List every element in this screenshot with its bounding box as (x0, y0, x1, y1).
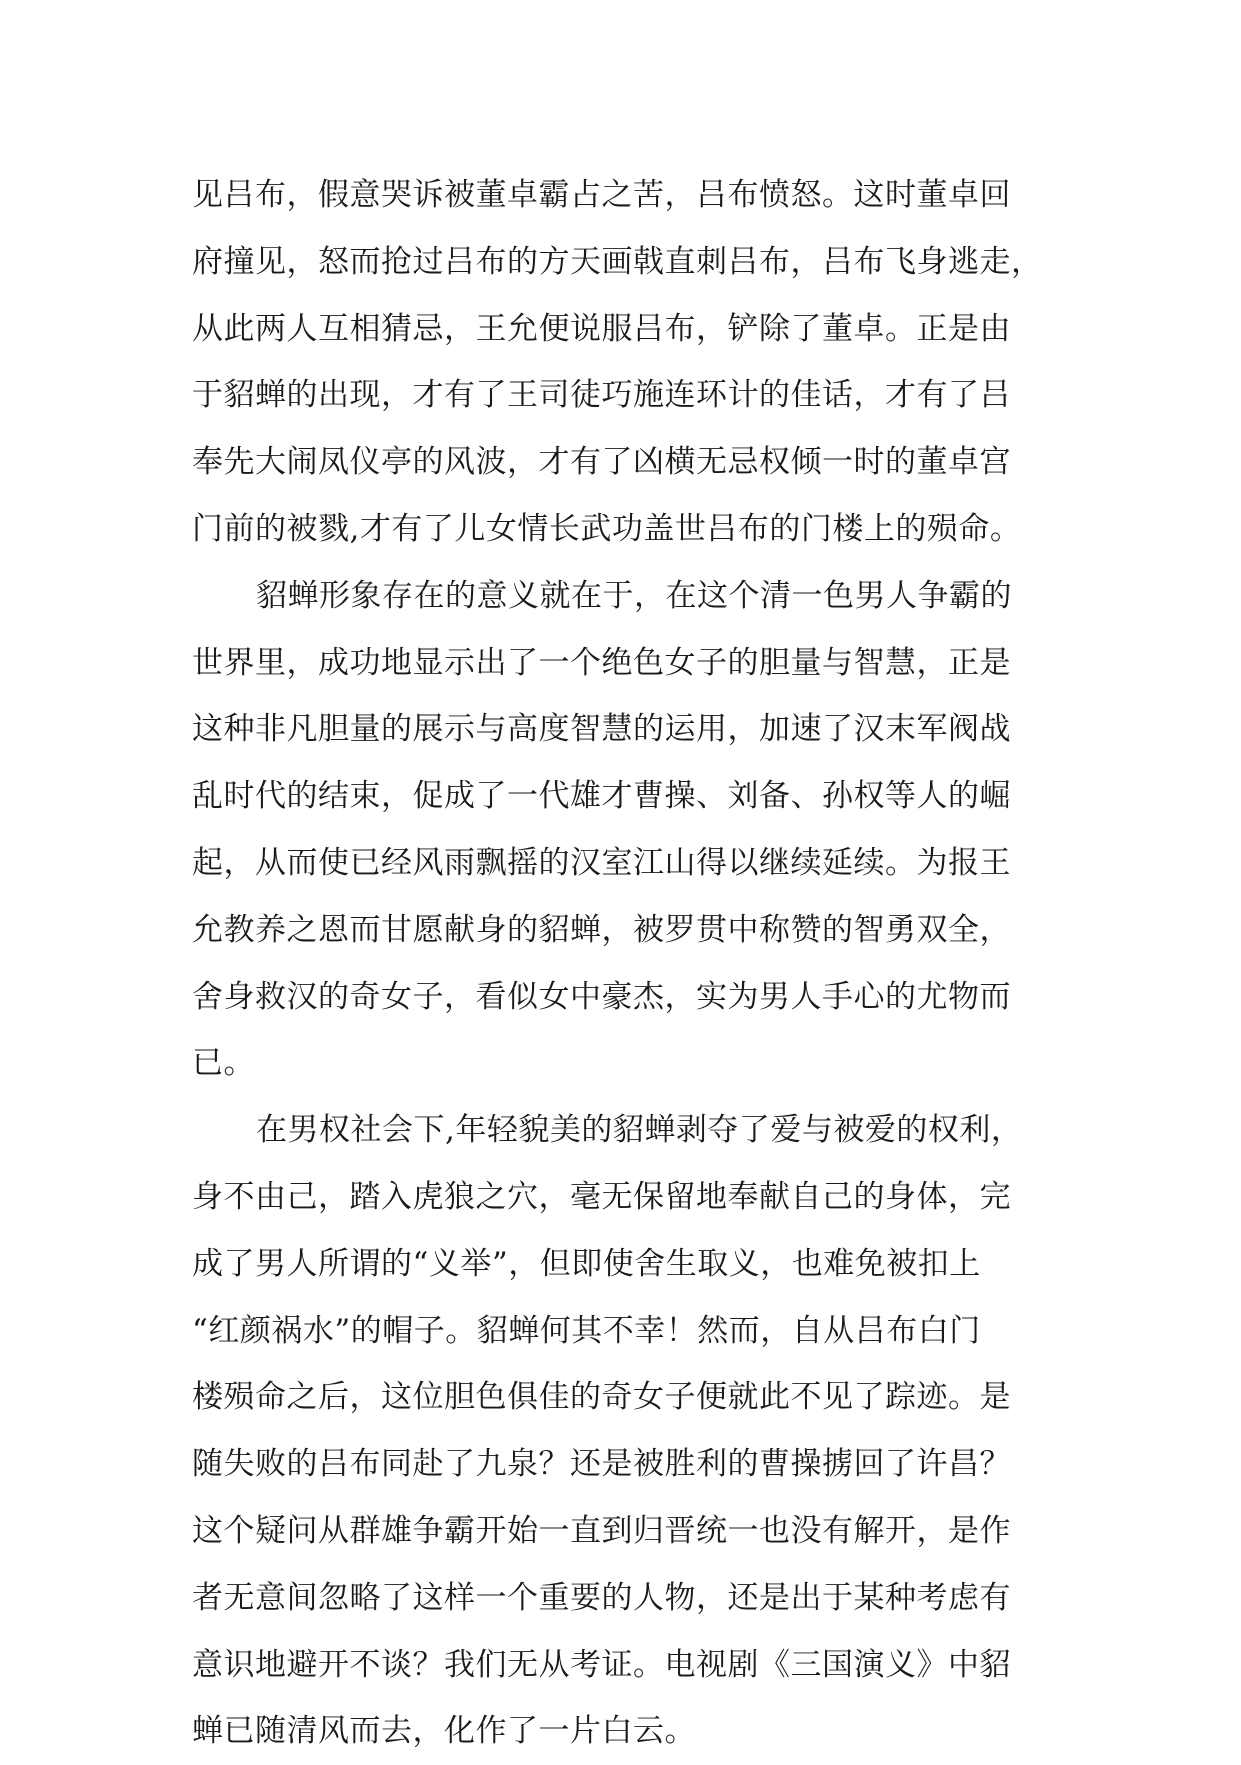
text-line: 意识地避开不谈？我们无从考证。电视剧《三国演义》中貂 (192, 1646, 1011, 1683)
text-line: 在男权社会下,年轻貌美的貂蝉剥夺了爱与被爱的权利， (256, 1112, 1023, 1149)
text-line: 者无意间忽略了这样一个重要的人物，还是出于某种考虑有 (192, 1579, 1011, 1616)
paragraph-3 (192, 1097, 1062, 1765)
text-line: 允教养之恩而甘愿献身的貂蝉，被罗贯中称赞的智勇双全， (192, 911, 1011, 948)
paragraph-2 (192, 563, 1062, 1097)
text-line: 起，从而使已经风雨飘摇的汉室江山得以继续延续。为报王 (192, 844, 1011, 881)
text-line: 这种非凡胆量的展示与高度智慧的运用，加速了汉末军阀战 (192, 711, 1011, 748)
text-line: 蝉已随清风而去，化作了一片白云。 (192, 1713, 696, 1750)
text-line: 乱时代的结束，促成了一代雄才曹操、刘备、孙权等人的崛 (192, 778, 1011, 815)
body-text (192, 162, 1062, 1765)
text-line: 成了男人所谓的“义举”，但即使舍生取义，也难免被扣上 (192, 1245, 981, 1282)
text-line: 世界里，成功地显示出了一个绝色女子的胆量与智慧，正是 (192, 644, 1011, 681)
text-line: 奉先大闹凤仪亭的风波，才有了凶横无忌权倾一时的董卓宫 (192, 444, 1011, 481)
text-line: 这个疑问从群雄争霸开始一直到归晋统一也没有解开，是作 (192, 1512, 1011, 1549)
text-line: 已。 (192, 1045, 255, 1082)
text-line: 门前的被戮,才有了儿女情长武功盖世吕布的门楼上的殒命。 (192, 510, 1022, 547)
paragraph-1 (192, 162, 1062, 563)
text-line: 楼殒命之后，这位胆色俱佳的奇女子便就此不见了踪迹。是 (192, 1379, 1011, 1416)
text-line: 貂蝉形象存在的意义就在于，在这个清一色男人争霸的 (256, 577, 1012, 614)
text-line: 府撞见，怒而抢过吕布的方天画戟直刺吕布，吕布飞身逃走， (192, 243, 1043, 280)
text-line: 于貂蝉的出现，才有了王司徒巧施连环计的佳话，才有了吕 (192, 377, 1011, 414)
text-line: 舍身救汉的奇女子，看似女中豪杰，实为男人手心的尤物而 (192, 978, 1011, 1015)
text-line: 身不由己，踏入虎狼之穴，毫无保留地奉献自己的身体，完 (192, 1178, 1011, 1215)
text-line: 随失败的吕布同赴了九泉？还是被胜利的曹操掳回了许昌？ (192, 1446, 1011, 1483)
text-line: 见吕布，假意哭诉被董卓霸占之苦，吕布愤怒。这时董卓回 (192, 177, 1011, 213)
text-line: 从此两人互相猜忌，王允便说服吕布，铲除了董卓。正是由 (192, 310, 1011, 347)
text-line: “红颜祸水”的帽子。貂蝉何其不幸！然而，自从吕布白门 (192, 1312, 981, 1349)
